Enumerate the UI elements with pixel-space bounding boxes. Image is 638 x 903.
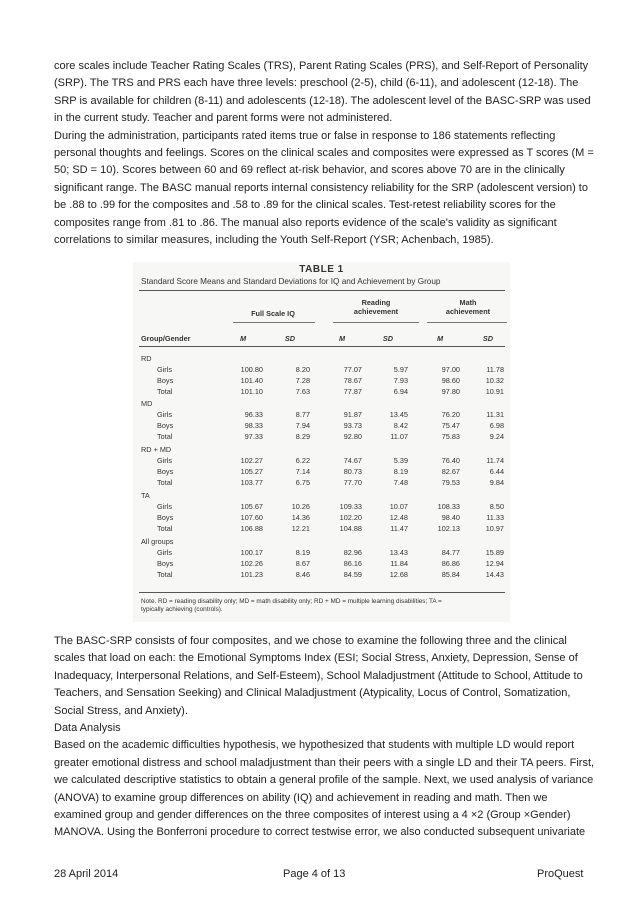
table-cell: 85.84 [441, 570, 460, 579]
table-cell: 102.26 [240, 559, 263, 568]
table-cell: 80.73 [343, 467, 362, 476]
text-line: in the current study. Teacher and parent forms were not administered. [54, 112, 393, 125]
table-cell: 76.40 [441, 456, 460, 465]
table-cell: 79.53 [441, 478, 460, 487]
table-cell: 14.43 [485, 570, 504, 579]
table-cell: 84.59 [343, 570, 362, 579]
table-row [133, 502, 510, 513]
table-cell: 100.17 [240, 548, 263, 557]
text-line: greater emotional distress and school maladjustment than their peers with a single LD and their TA peers. First, [54, 756, 595, 769]
table-cell: 102.13 [437, 524, 460, 533]
table-cell: 13.43 [389, 548, 408, 557]
text-line: composites range from .81 to .86. The manual also reports evidence of the scale's validity as significant [54, 216, 557, 229]
col-header-reading [341, 298, 411, 316]
table-cell: 75.47 [441, 421, 460, 430]
col-header-reading-line2: achievement [353, 307, 399, 316]
table-row [133, 513, 510, 524]
table-cell: 8.42 [393, 421, 408, 430]
table-row [133, 548, 510, 559]
col-header-fsiq: Full Scale IQ [251, 309, 295, 318]
footer-date: 28 April 2014 [54, 868, 119, 880]
span-rule-fsiq [233, 322, 315, 323]
table-cell: 102.27 [240, 456, 263, 465]
table-note [141, 598, 507, 615]
table-figure [133, 262, 510, 622]
table-cell: 106.88 [240, 524, 263, 533]
table-cell: 6.22 [295, 456, 310, 465]
text-line: significant range. The BASC manual reports internal consistency reliability for the SRP (adolescent version) to [54, 181, 588, 194]
table-cell: 98.33 [244, 421, 263, 430]
table-row [133, 365, 510, 376]
table-cell: 10.07 [389, 502, 408, 511]
col-header-sd: SD [382, 334, 394, 343]
text-line: be .88 to .99 for the composites and .58 to .89 for the clinical scales. Test-retest reliability scores for the [54, 199, 556, 212]
table-cell: 5.39 [393, 456, 408, 465]
table-bottom-rule [139, 592, 505, 593]
table-cell: 8.19 [393, 467, 408, 476]
table-cell: 101.23 [240, 570, 263, 579]
text-line: examined group and gender differences on the three composites of interest using a 4 ×2 (Group ×Gender) [54, 809, 571, 822]
col-header-math [433, 298, 503, 316]
table-cell: 76.20 [441, 410, 460, 419]
table-row [133, 456, 510, 467]
table-cell: 101.40 [240, 376, 263, 385]
table-cell: 77.07 [343, 365, 362, 374]
table-row [133, 421, 510, 432]
table-cell: 82.96 [343, 548, 362, 557]
table-title: TABLE 1 [299, 264, 344, 275]
table-cell: 12.68 [389, 570, 408, 579]
table-cell: 8.67 [295, 559, 310, 568]
table-cell: 104.88 [339, 524, 362, 533]
table-cell: 12.21 [291, 524, 310, 533]
table-cell: 74.67 [343, 456, 362, 465]
table-cell: 91.87 [343, 410, 362, 419]
table-cell: 84.77 [441, 548, 460, 557]
table-note-line: typically achieving (controls). [141, 606, 223, 614]
table-cell: 14.36 [291, 513, 310, 522]
gender-label: Total [157, 570, 173, 579]
table-cell: 7.48 [393, 478, 408, 487]
table-cell: 9.84 [489, 478, 504, 487]
span-rule-reading [333, 322, 419, 323]
text-line: Based on the academic difficulties hypothesis, we hypothesized that students with multiple LD would report [54, 739, 575, 752]
table-cell: 9.24 [489, 432, 504, 441]
gender-label: Boys [157, 559, 174, 568]
table-cell: 12.94 [485, 559, 504, 568]
body-text-top [54, 58, 594, 249]
table-cell: 10.32 [485, 376, 504, 385]
table-cell: 8.77 [295, 410, 310, 419]
table-cell: 7.28 [295, 376, 310, 385]
table-cell: 105.27 [240, 467, 263, 476]
table-cell: 86.16 [343, 559, 362, 568]
table-cell: 82.67 [441, 467, 460, 476]
table-cell: 6.75 [295, 478, 310, 487]
table-cell: 8.46 [295, 570, 310, 579]
col-header-math-line1: Math [459, 298, 477, 307]
gender-label: Girls [157, 502, 172, 511]
table-cell: 77.70 [343, 478, 362, 487]
col-header-reading-line1: Reading [361, 298, 391, 307]
table-header-rule [139, 346, 505, 347]
table-cell: 10.26 [291, 502, 310, 511]
group-label: All groups [141, 537, 174, 546]
table-cell: 75.83 [441, 432, 460, 441]
table-row [133, 570, 510, 581]
table-cell: 11.33 [486, 513, 504, 522]
table-cell: 97.33 [244, 432, 263, 441]
footer-page-number: Page 4 of 13 [283, 868, 346, 880]
table-group-row [133, 537, 510, 548]
table-row [133, 524, 510, 535]
text-line: During the administration, participants rated items true or false in response to 186 statements reflecting [54, 129, 556, 142]
table-cell: 15.89 [485, 548, 504, 557]
text-line: correlations to similar measures, including the Youth Self-Report (YSR; Achenbach, 1985). [54, 234, 494, 247]
table-cell: 11.74 [486, 456, 504, 465]
gender-label: Girls [157, 456, 172, 465]
table-subtitle: Standard Score Means and Standard Deviations for IQ and Achievement by Group [141, 277, 441, 286]
table-row [133, 387, 510, 398]
table-cell: 11.84 [390, 559, 408, 568]
table-cell: 98.60 [441, 376, 460, 385]
body-text-bottom [54, 633, 594, 842]
col-header-group: Group/Gender [141, 334, 191, 343]
table-row [133, 432, 510, 443]
col-header-m: M [338, 334, 346, 343]
table-row [133, 478, 510, 489]
table-cell: 7.94 [295, 421, 310, 430]
gender-label: Boys [157, 421, 174, 430]
table-cell: 103.77 [240, 478, 263, 487]
table-cell: 8.29 [295, 432, 310, 441]
text-line: The BASC-SRP consists of four composites, and we chose to examine the following three and the clinical [54, 635, 567, 647]
table-cell: 10.91 [485, 387, 504, 396]
table-row [133, 410, 510, 421]
table-cell: 6.98 [489, 421, 504, 430]
table-cell: 11.31 [486, 410, 504, 419]
table-cell: 8.19 [295, 548, 310, 557]
gender-label: Boys [157, 513, 174, 522]
gender-label: Girls [157, 410, 172, 419]
col-header-sd: SD [482, 334, 494, 343]
table-cell: 100.80 [240, 365, 263, 374]
table-cell: 13.45 [389, 410, 408, 419]
text-line: SRP is available for children (8-11) and adolescents (12-18). The adolescent level of the BASC-SRP was used [54, 94, 591, 107]
table-cell: 77.87 [343, 387, 362, 396]
table-cell: 12.48 [389, 513, 408, 522]
table-cell: 11.78 [486, 365, 504, 374]
table-cell: 93.73 [343, 421, 362, 430]
text-line: (SRP). The TRS and PRS each have three levels: preschool (2-5), child (6-11), and adolescent (12-18). The [54, 77, 579, 90]
text-line: (ANOVA) to examine group differences on ability (IQ) and achievement in reading and math. Then we [54, 791, 548, 804]
text-line: personal thoughts and feelings. Scores on the clinical scales and composites were expressed as T scores (M = [54, 147, 594, 160]
gender-label: Total [157, 478, 173, 487]
table-row [133, 467, 510, 478]
col-header-m: M [239, 334, 247, 343]
table-cell: 102.20 [339, 513, 362, 522]
table-cell: 7.63 [295, 387, 310, 396]
table-group-row [133, 445, 510, 456]
table-cell: 8.20 [295, 365, 310, 374]
gender-label: Total [157, 524, 173, 533]
table-cell: 7.14 [295, 467, 310, 476]
table-cell: 5.97 [393, 365, 408, 374]
gender-label: Girls [157, 548, 172, 557]
group-label: RD [141, 354, 152, 363]
table-cell: 97.80 [441, 387, 460, 396]
text-line: we calculated descriptive statistics to obtain a general profile of the sample. Next, we used analysis of variance [54, 774, 594, 787]
table-cell: 11.07 [390, 432, 408, 441]
table-cell: 86.86 [441, 559, 460, 568]
table-cell: 92.80 [343, 432, 362, 441]
group-label: MD [141, 399, 153, 408]
table-cell: 8.50 [489, 502, 504, 511]
table-cell: 96.33 [244, 410, 263, 419]
table-cell: 108.33 [437, 502, 460, 511]
gender-label: Boys [157, 467, 174, 476]
col-header-math-line2: achievement [445, 307, 491, 316]
table-cell: 6.44 [489, 467, 504, 476]
table-note-line: Note. RD = reading disability only; MD = math disability only; RD + MD = multiple learning disabilities; TA = [141, 598, 442, 605]
table-cell: 10.97 [485, 524, 504, 533]
text-line: 50; SD = 10). Scores between 60 and 69 reflect at-risk behavior, and scores above 70 are in the clinically [54, 164, 565, 177]
gender-label: Total [157, 387, 173, 396]
table-group-row [133, 399, 510, 410]
table-cell: 107.60 [240, 513, 263, 522]
table-top-rule [139, 290, 505, 291]
table-row [133, 376, 510, 387]
text-line: Teachers, and Sensation Seeking) and Clinical Maladjustment (Atypicality, Locus of Control, Somatization, [54, 687, 571, 700]
table-cell: 105.67 [240, 502, 263, 511]
table-group-row [133, 491, 510, 502]
text-line: Inadequacy, Interpersonal Relations, and Self-Esteem), School Maladjustment (Attitude to School, Attitude to [54, 669, 583, 682]
text-line: core scales include Teacher Rating Scales (TRS), Parent Rating Scales (PRS), and Self-Report of Personality [54, 60, 589, 72]
col-header-sd: SD [284, 334, 296, 343]
section-heading: Data Analysis [54, 722, 121, 735]
text-line: MANOVA. Using the Bonferroni procedure to correct testwise error, we also conducted subsequent univariate [54, 826, 586, 839]
text-line: Social Stress, and Anxiety). [54, 704, 188, 717]
span-rule-math [427, 322, 507, 323]
col-header-m: M [436, 334, 444, 343]
table-cell: 101.10 [240, 387, 263, 396]
group-label: RD + MD [141, 445, 172, 454]
table-row [133, 559, 510, 570]
footer-source: ProQuest [537, 868, 584, 880]
gender-label: Girls [157, 365, 172, 374]
group-label: TA [141, 491, 150, 500]
table-cell: 98.40 [441, 513, 460, 522]
table-cell: 78.67 [343, 376, 362, 385]
gender-label: Total [157, 432, 173, 441]
table-cell: 97.00 [441, 365, 460, 374]
table-cell: 11.47 [390, 524, 408, 533]
table-cell: 6.94 [393, 387, 408, 396]
table-cell: 109.33 [339, 502, 362, 511]
gender-label: Boys [157, 376, 174, 385]
table-cell: 7.93 [393, 376, 408, 385]
table-group-row [133, 354, 510, 365]
text-line: scales that load on each: the Emotional Symptoms Index (ESI; Social Stress, Anxiety, Depression, Sense of [54, 652, 578, 665]
